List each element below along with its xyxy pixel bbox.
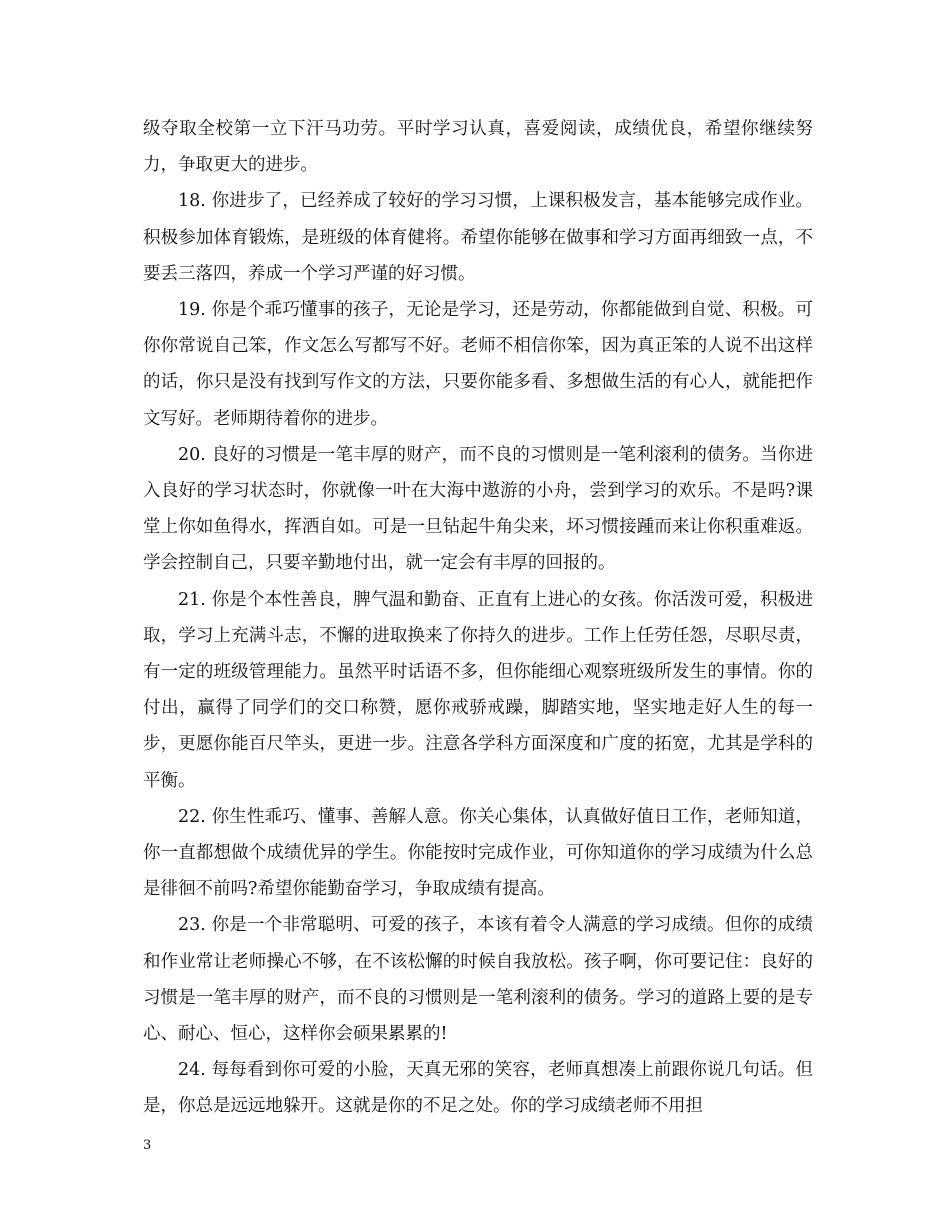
paragraph-comment-18: 18. 你进步了，已经养成了较好的学习习惯，上课积极发言，基本能够完成作业。积极参加体育锻炼，是班级的体育健将。希望你能够在做事和学习方面再细致一点，不要丢三落四，养成一个学习严谨的好习惯。 [143,191,813,284]
paragraph-comment-24: 24. 每每看到你可爱的小脸，天真无邪的笑容，老师真想凑上前跟你说几句话。但是，你总是远远地躲开。这就是你的不足之处。你的学习成绩老师不用担 [143,1060,813,1117]
paragraph-comment-22: 22. 你生性乖巧、懂事、善解人意。你关心集体，认真做好值日工作，老师知道，你一直都想做个成绩优异的学生。你能按时完成作业，可你知道你的学习成绩为什么总是徘徊不前吗?希望你能勤奋学习，争取成绩有提高。 [143,806,813,900]
paragraph-comment-23: 23. 你是一个非常聪明、可爱的孩子，本该有着令人满意的学习成绩。但你的成绩和作业常让老师操心不够，在不该松懈的时候自我放松。孩子啊，你可要记住：良好的习惯是一笔丰厚的财产，而不良的习惯则是一笔利滚利的债务。学习的道路上要的是专心、耐心、恒心，这样你会硕果累累的! [143,915,813,1045]
paragraph-continuation: 级夺取全校第一立下汗马功劳。平时学习认真，喜爱阅读，成绩优良，希望你继续努力，争取更大的进步。 [143,119,813,176]
page-number: 3 [143,1138,152,1153]
paragraph-comment-19: 19. 你是个乖巧懂事的孩子，无论是学习，还是劳动，你都能做到自觉、积极。可你你常说自己笨，作文怎么写都写不好。老师不相信你笨，因为真正笨的人说不出这样的话，你只是没有找到写作文的方法，只要你能多看、多想做生活的有心人，就能把作文写好。老师期待着你的进步。 [143,300,813,429]
document-body [143,111,813,1125]
paragraph-comment-21: 21. 你是个本性善良，脾气温和勤奋、正直有上进心的女孩。你活泼可爱，积极进取，学习上充满斗志，不懈的进取换来了你持久的进步。工作上任劳任怨，尽职尽责，有一定的班级管理能力。虽然平时话语不多，但你能细心观察班级所发生的事情。你的付出，赢得了同学们的交口称赞，愿你戒骄戒躁，脚踏实地，坚实地走好人生的每一步，更愿你能百尺竿头，更进一步。注意各学科方面深度和广度的拓宽，尤其是学科的平衡。 [143,589,813,791]
paragraph-comment-20: 20. 良好的习惯是一笔丰厚的财产，而不良的习惯则是一笔利滚利的债务。当你进入良好的学习状态时，你就像一叶在大海中遨游的小舟，尝到学习的欢乐。不是吗?课堂上你如鱼得水，挥洒自如。可是一旦钻起牛角尖来，坏习惯接踵而来让你积重难返。学会控制自己，只要辛勤地付出，就一定会有丰厚的回报的。 [143,444,813,574]
